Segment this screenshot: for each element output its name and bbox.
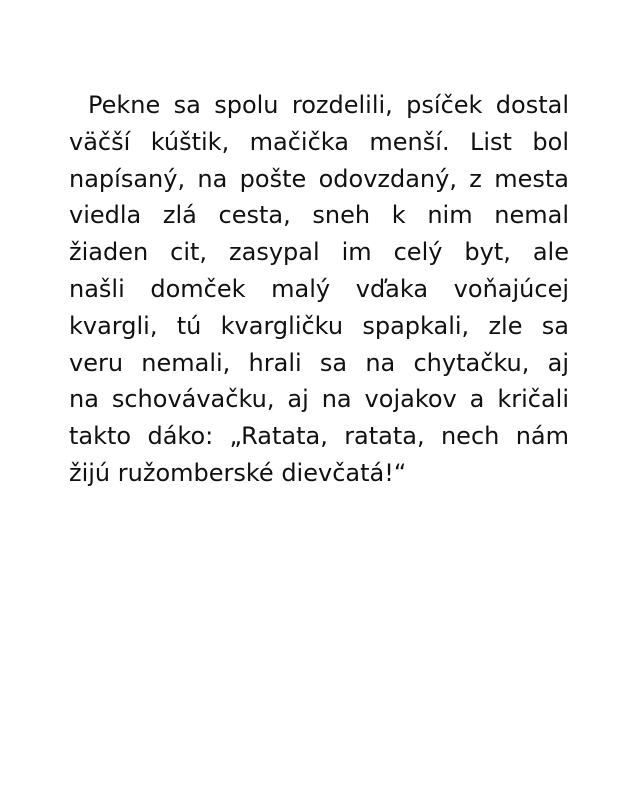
text-line: takto dáko: „Ratata, ratata, nech nám bbox=[69, 422, 569, 451]
text-line: kvargli, tú kvargličku spapkali, zle sa bbox=[69, 311, 569, 340]
text-line: väčší kúštik, mačička menší. List bol bbox=[69, 127, 569, 156]
story-paragraph bbox=[69, 87, 569, 492]
text-line: žiaden cit, zasypal im celý byt, ale bbox=[69, 238, 569, 267]
text-line: Pekne sa spolu rozdelili, psíček dostal bbox=[88, 91, 569, 119]
text-line: veru nemali, hrali sa na chytačku, aj bbox=[69, 348, 569, 377]
text-line: na schovávačku, aj na vojakov a kričali bbox=[69, 385, 569, 414]
text-line: našli domček malý vďaka voňajúcej bbox=[69, 274, 569, 303]
text-line: žijú ružomberské dievčatá!“ bbox=[69, 458, 407, 487]
text-line: viedla zlá cesta, sneh k nim nemal bbox=[69, 201, 569, 230]
text-line: napísaný, na pošte odovzdaný, z mesta bbox=[69, 164, 569, 193]
